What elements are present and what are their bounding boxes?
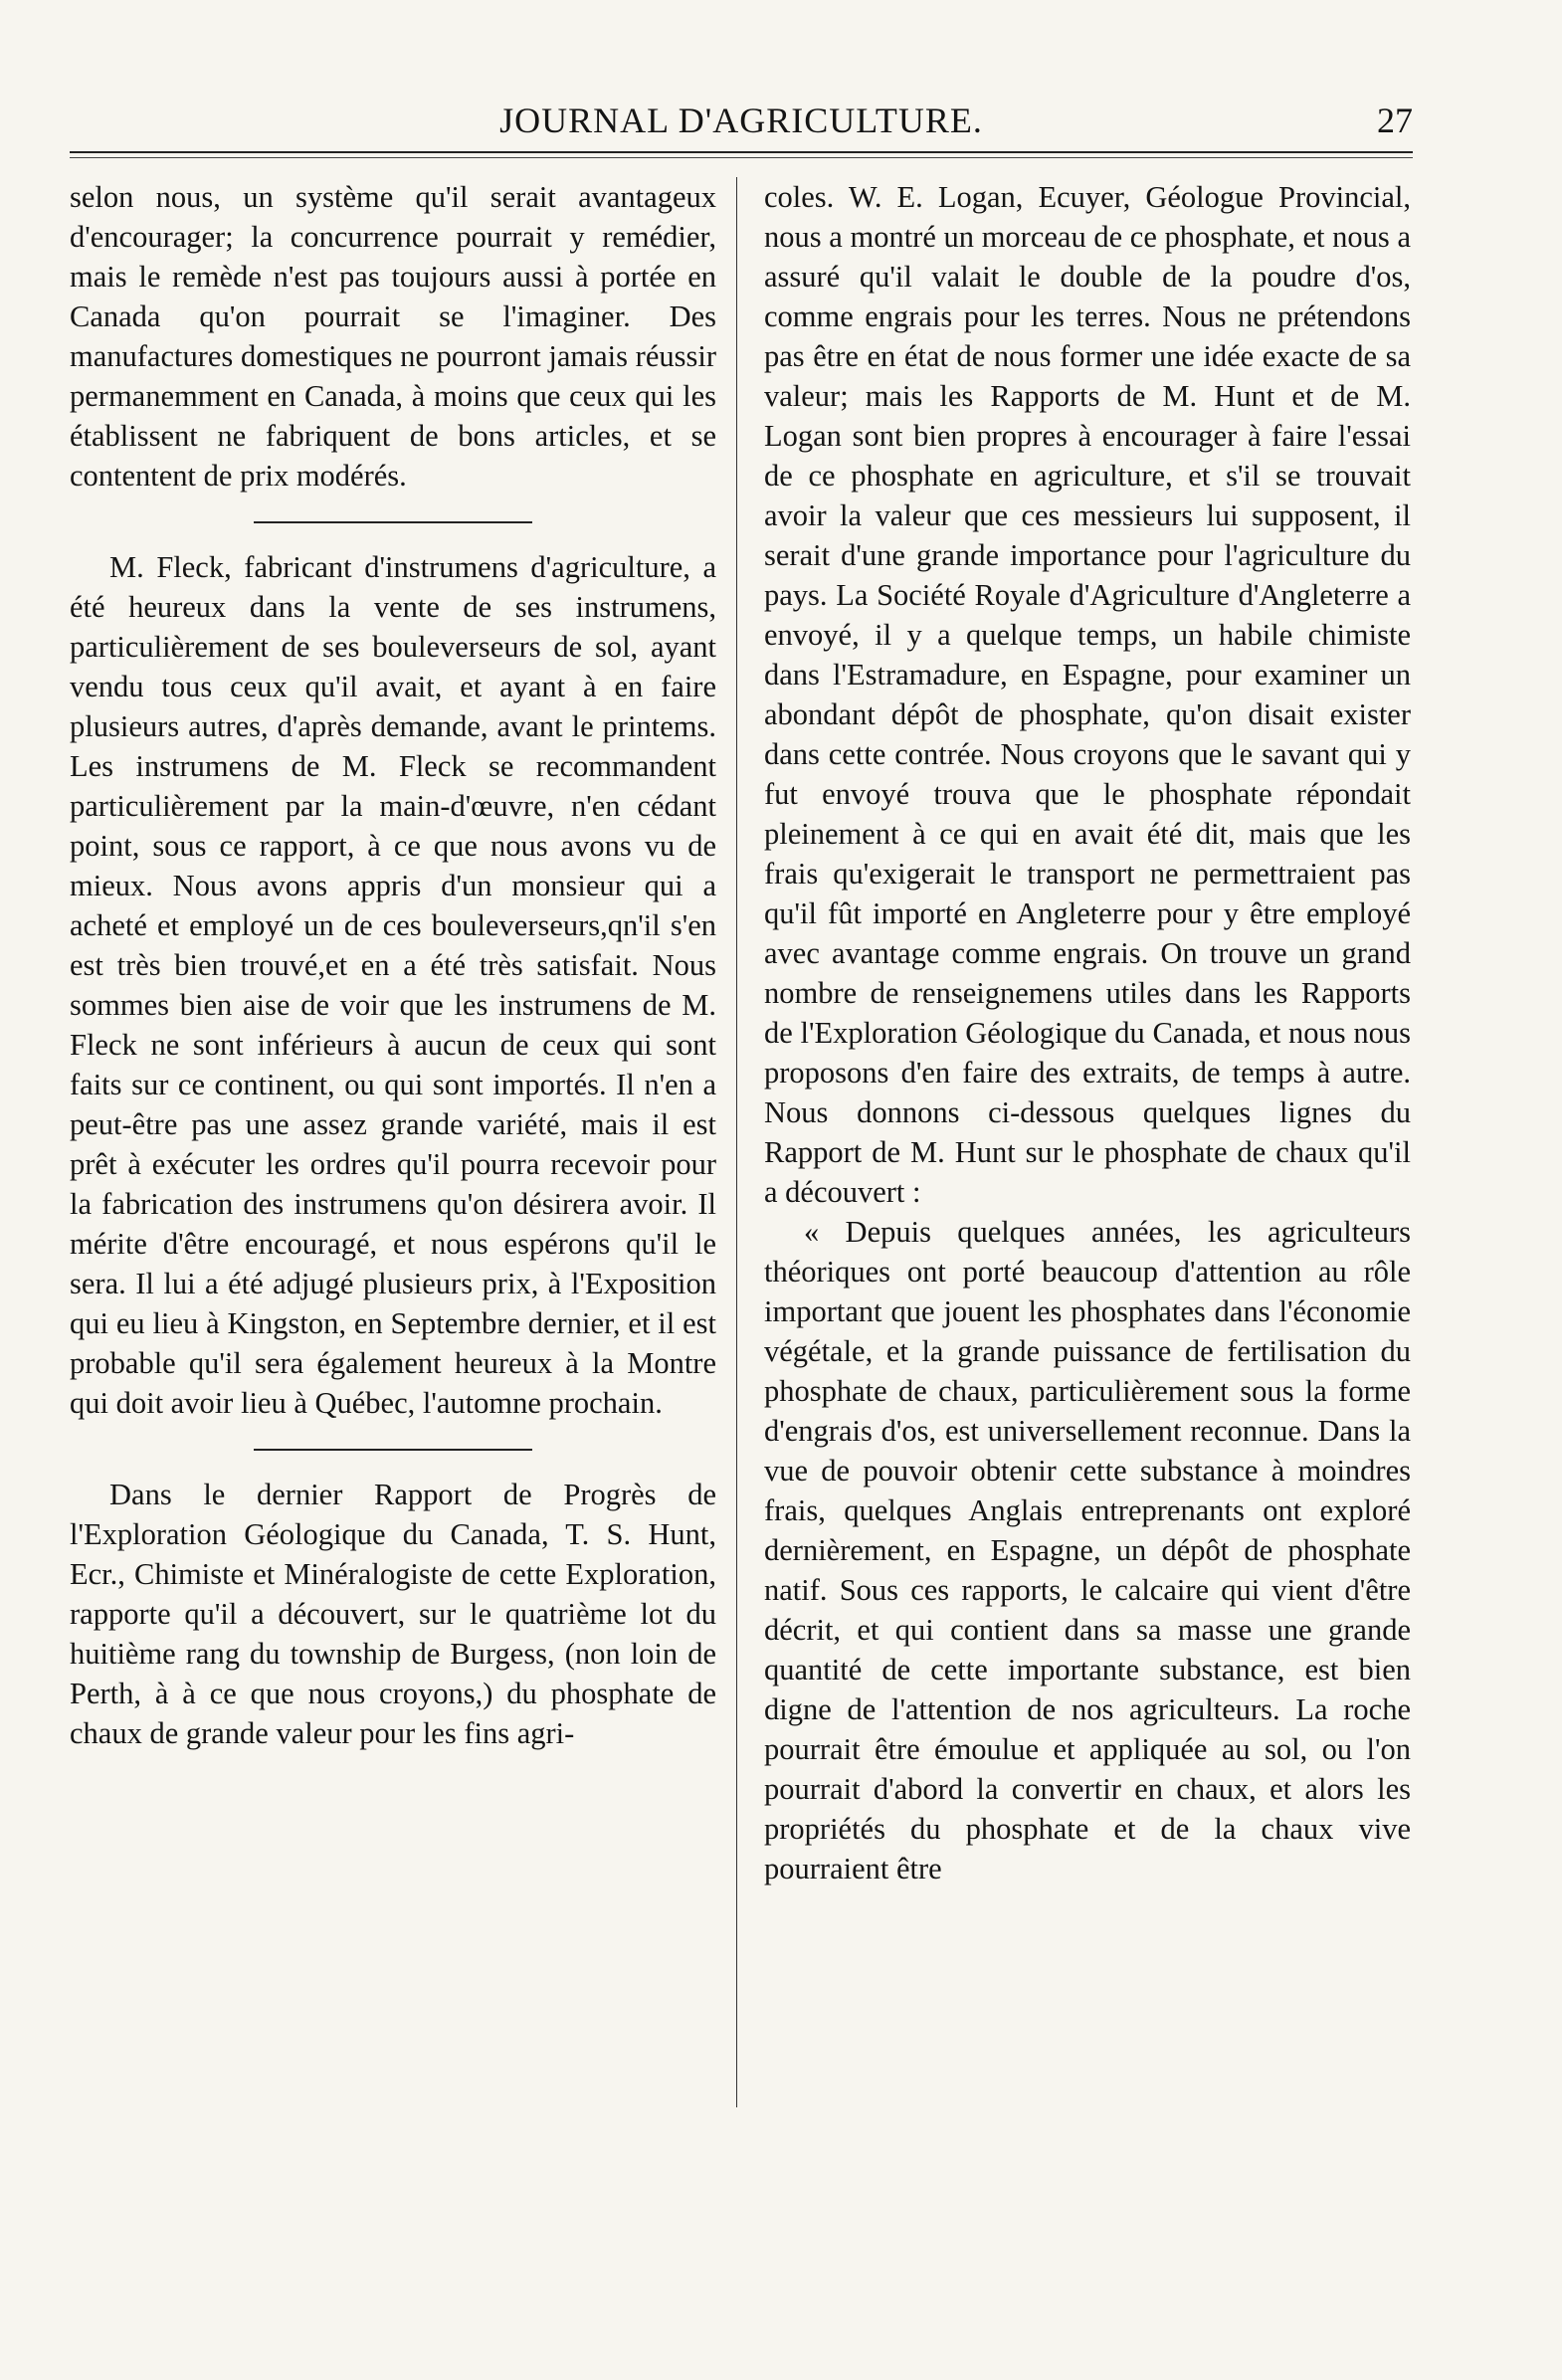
paragraph-phosphate-report: Dans le dernier Rapport de Progrès de l'Exploration Géologique du Canada, T. S. Hunt, Ecr., Chimiste et Minéralogiste de cette Exploration, rapporte qu'il a découvert, sur le quatrième lot du huitième rang du township de Burgess, (non loin de Perth, à à ce que nous croyons,) du phosphate de chaux de grande valeur pour les fins agri- xyxy=(70,1478,716,1750)
page-number: 27 xyxy=(1377,100,1413,140)
header-rule-thin xyxy=(70,157,1413,158)
paragraph-logan: coles. W. E. Logan, Ecuyer, Géologue Provincial, nous a montré un morceau de ce phosphate, et nous a assuré qu'il valait le double de la poudre d'os, comme engrais pour les terres. Nous ne prétendons pas être en état de nous former une idée exacte de sa valeur; mais les Rapports de M. Hunt et de M. Logan sont bien propres à encourager à faire l'essai de ce phosphate en agriculture, et s'il se trouvait avoir la valeur que ces messieurs lui supposent, il serait d'une grande importance pour l'agriculture du pays. La Société Royale d'Agriculture d'Angleterre a envoyé, il y a quelque temps, un habile chimiste dans l'Estramadure, en Espagne, pour examiner un abondant dépôt de phosphate, qu'on disait exister dans cette contrée. Nous croyons que le savant qui y fut envoyé trouva que le phosphate répondait pleinement à ce qui en avait été dit, mais que les frais qu'exigerait le transport ne permettraient pas qu'il fût importé en Angleterre pour y être employé avec avantage comme engrais. On trouve un grand nombre de renseignemens utiles dans les Rapports de l'Exploration Géologique du Canada, et nous nous proposons d'en faire des extraits, de temps à autre. Nous donnons ci-dessous quelques lignes du Rapport de M. Hunt sur le phosphate de chaux qu'il a découvert : xyxy=(764,180,1411,1209)
paragraph-hunt-quote: « Depuis quelques années, les agriculteurs théoriques ont porté beaucoup d'attention au rôle important que jouent les phosphates dans l'économie végétale, et la grande puissance de fertilisation du phosphate de chaux, particulièrement sous la forme d'engrais d'os, est universellement reconnue. Dans la vue de pouvoir obtenir cette substance à moindres frais, quelques Anglais entreprenants ont exploré dernièrement, en Espagne, un dépôt de phosphate natif. Sous ces rapports, le calcaire qui vient d'être décrit, et qui contient dans sa masse une grande quantité de cette importante substance, est bien digne de l'attention de nos agriculteurs. La roche pourrait être émoulue et appliquée au sol, ou l'on pourrait d'abord la convertir en chaux, et alors les propriétés du phosphate et de la chaux vive pourraient être xyxy=(764,1215,1411,1885)
right-column xyxy=(764,177,1411,2356)
column-divider xyxy=(736,177,737,2107)
paragraph-fleck: M. Fleck, fabricant d'instrumens d'agriculture, a été heureux dans la vente de ses instrumens, particulièrement de ses bouleverseurs de sol, ayant vendu tous ceux qu'il avait, et ayant à en faire plusieurs autres, d'après demande, avant le printems. Les instrumens de M. Fleck se recommandent particulièrement par la main-d'œuvre, n'en cédant point, sous ce rapport, à ce que nous avons vu de mieux. Nous avons appris d'un monsieur qui a acheté et employé un de ces bouleverseurs,qn'il s'en est très bien trouvé,et en a été très satisfait. Nous sommes bien aise de voir que les instrumens de M. Fleck ne sont inférieurs à aucun de ceux qui sont faits sur ce continent, ou qui sont importés. Il n'en a peut-être pas une assez grande variété, mais il est prêt à exécuter les ordres qu'il pourra recevoir pour la fabrication des instrumens qu'on désirera avoir. Il mérite d'être encouragé, et nous espérons qu'il le sera. Il lui a été adjugé plusieurs prix, à l'Exposition qui eu lieu à Kingston, en Septembre dernier, et il est probable qu'il sera également heureux à la Montre qui doit avoir lieu à Québec, l'automne prochain. xyxy=(70,550,716,1420)
journal-title: JOURNAL D'AGRICULTURE. xyxy=(499,100,983,140)
section-separator xyxy=(254,1449,532,1451)
header-rule xyxy=(70,151,1413,153)
page-header xyxy=(70,99,1413,149)
left-column xyxy=(70,177,716,2356)
paragraph-manufactures: selon nous, un système qu'il serait avantageux d'encourager; la concurrence pourrait y remédier, mais le remède n'est pas toujours aussi à portée en Canada qu'on pourrait se l'imaginer. Des manufactures domestiques ne pourront jamais réussir permanemment en Canada, à moins que ceux qui les établissent ne fabriquent de bons articles, et se contentent de prix modérés. xyxy=(70,180,716,493)
section-separator xyxy=(254,521,532,523)
